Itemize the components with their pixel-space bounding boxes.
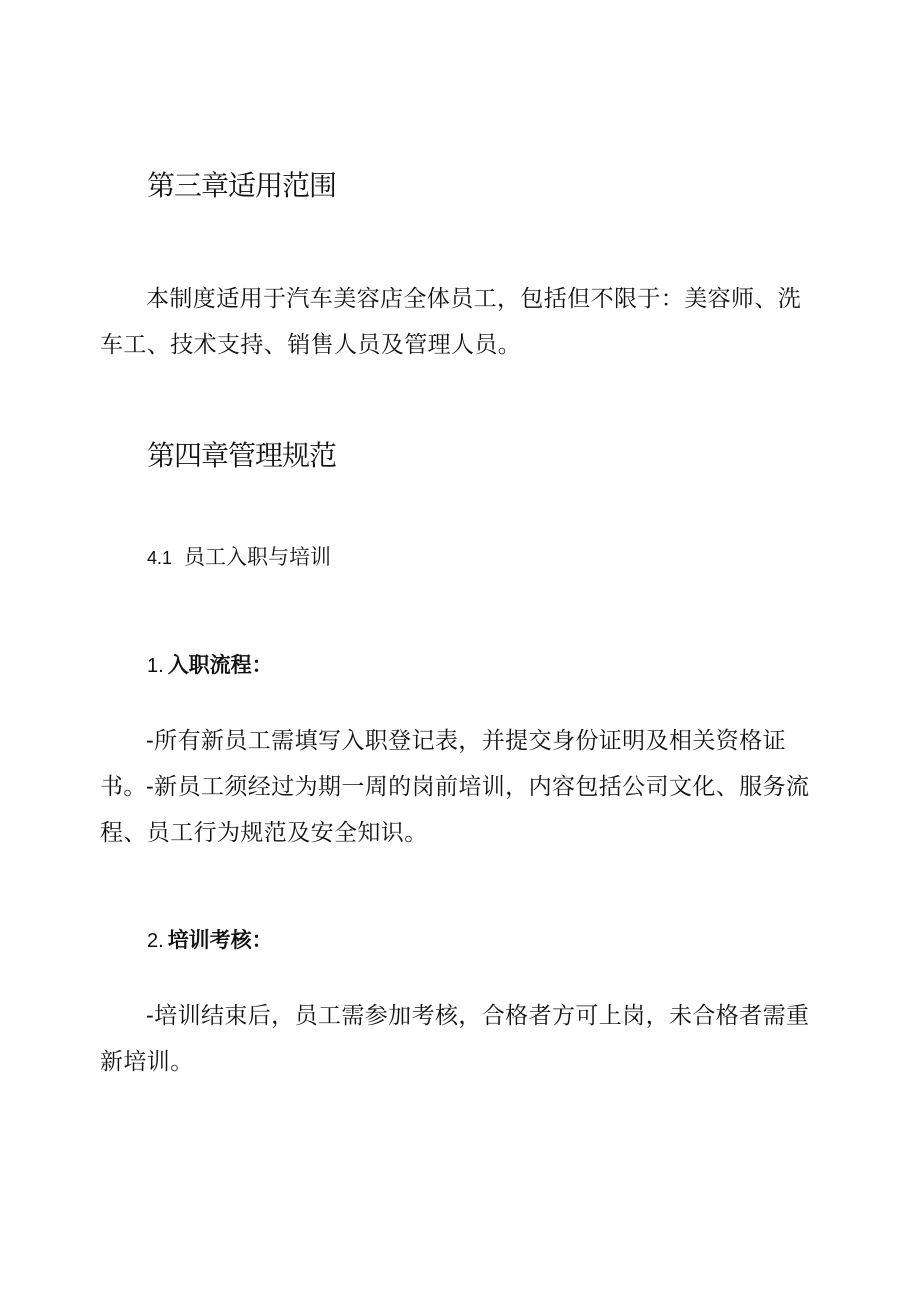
item-title: 培训考核： bbox=[167, 928, 273, 952]
chapter-3-paragraph: 本制度适用于汽车美容店全体员工，包括但不限于：美容师、洗车工、技术支持、销售人员及管理人员。 bbox=[100, 286, 802, 358]
item-1-line-1: -所有新员工需填写入职登记表，并提交身份证明及相关资格证书。 bbox=[100, 728, 786, 800]
item-1-line-2: -新员工须经过为期一周的岗前培训，内容包括公司文化、服务流程、员工行为规范及安全知识。 bbox=[100, 774, 810, 846]
item-2-heading bbox=[147, 926, 273, 955]
section-title: 员工入职与培训 bbox=[184, 545, 332, 569]
item-number: 2. bbox=[147, 930, 164, 952]
item-number: 1. bbox=[147, 655, 164, 677]
item-1-heading bbox=[147, 651, 273, 680]
item-title: 入职流程： bbox=[167, 653, 273, 677]
chapter-3-title: 第三章适用范围 bbox=[147, 169, 337, 202]
chapter-4-title: 第四章管理规范 bbox=[147, 439, 337, 472]
section-number: 4.1 bbox=[147, 548, 173, 568]
section-4-1-heading bbox=[147, 543, 331, 572]
item-2-line-1: -培训结束后，员工需参加考核，合格者方可上岗，未合格者需重新培训。 bbox=[100, 1003, 810, 1075]
